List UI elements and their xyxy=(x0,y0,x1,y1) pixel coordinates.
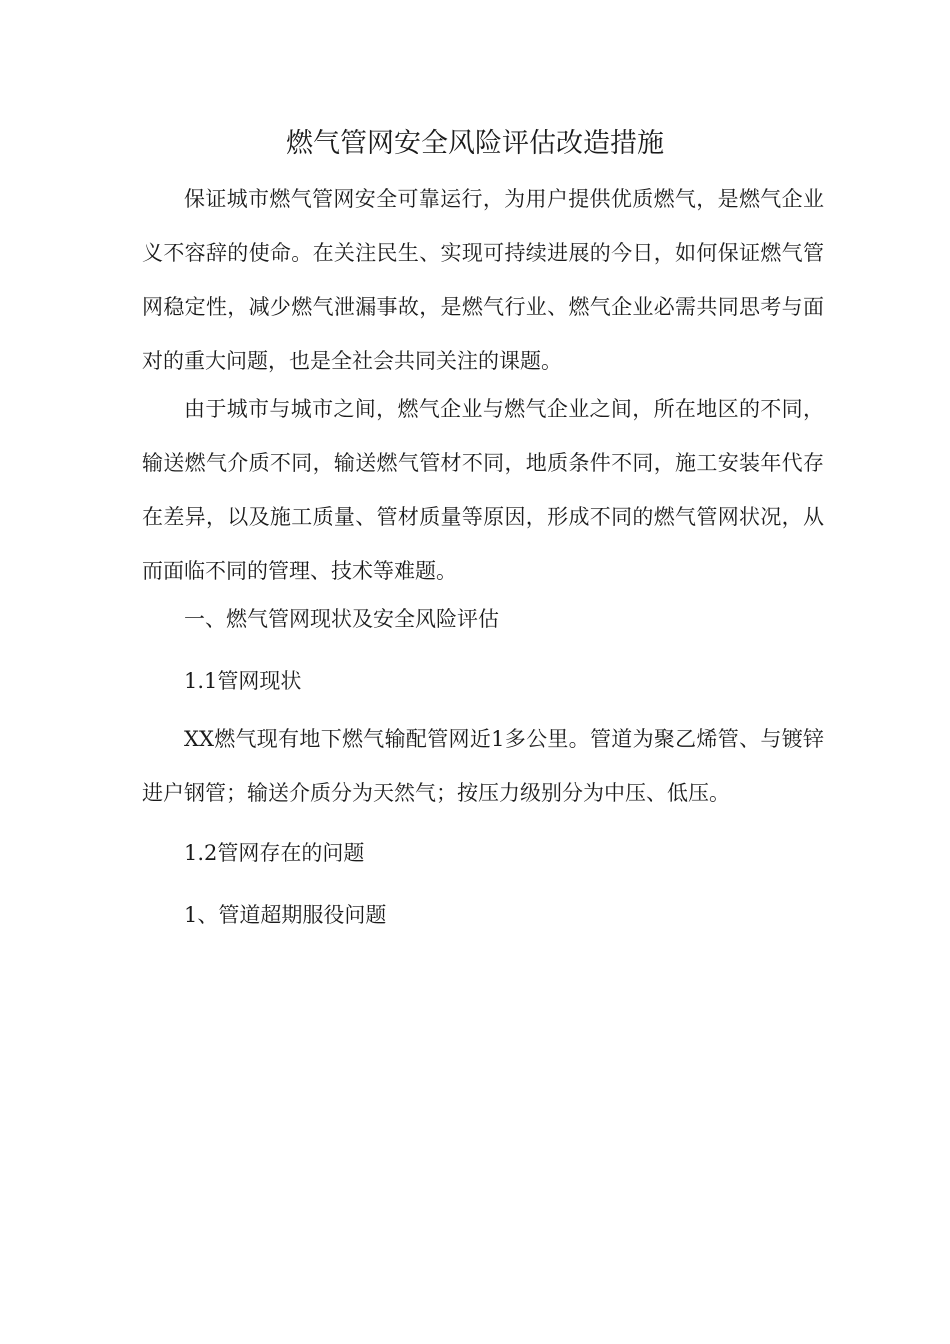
intro-paragraph: 保证城市燃气管网安全可靠运行，为用户提供优质燃气，是燃气企业义不容辞的使命。在关注民生、实现可持续进展的今日，如何保证燃气管网稳定性，减少燃气泄漏事故，是燃气行业、燃气企业必需共同思考与面对的重大问题，也是全社会共同关注的课题。 xyxy=(142,187,824,373)
section-heading-1: 一、燃气管网现状及安全风险评估 xyxy=(184,607,499,631)
document-title: 燃气管网安全风险评估改造措施 xyxy=(286,128,664,159)
list-item-heading-1: 1、管道超期服役问题 xyxy=(184,903,387,927)
section-heading-1-2: 1.2管网存在的问题 xyxy=(184,841,365,865)
section-1-1-paragraph: XX燃气现有地下燃气输配管网近1多公里。管道为聚乙烯管、与镀锌进户钢管；输送介质分为天然气；按压力级别分为中压、低压。 xyxy=(142,727,824,805)
background-paragraph: 由于城市与城市之间，燃气企业与燃气企业之间，所在地区的不同，输送燃气介质不同，输送燃气管材不同，地质条件不同，施工安装年代存在差异，以及施工质量、管材质量等原因，形成不同的燃气管网状况，从而面临不同的管理、技术等难题。 xyxy=(142,397,824,583)
section-heading-1-1: 1.1管网现状 xyxy=(184,669,302,693)
